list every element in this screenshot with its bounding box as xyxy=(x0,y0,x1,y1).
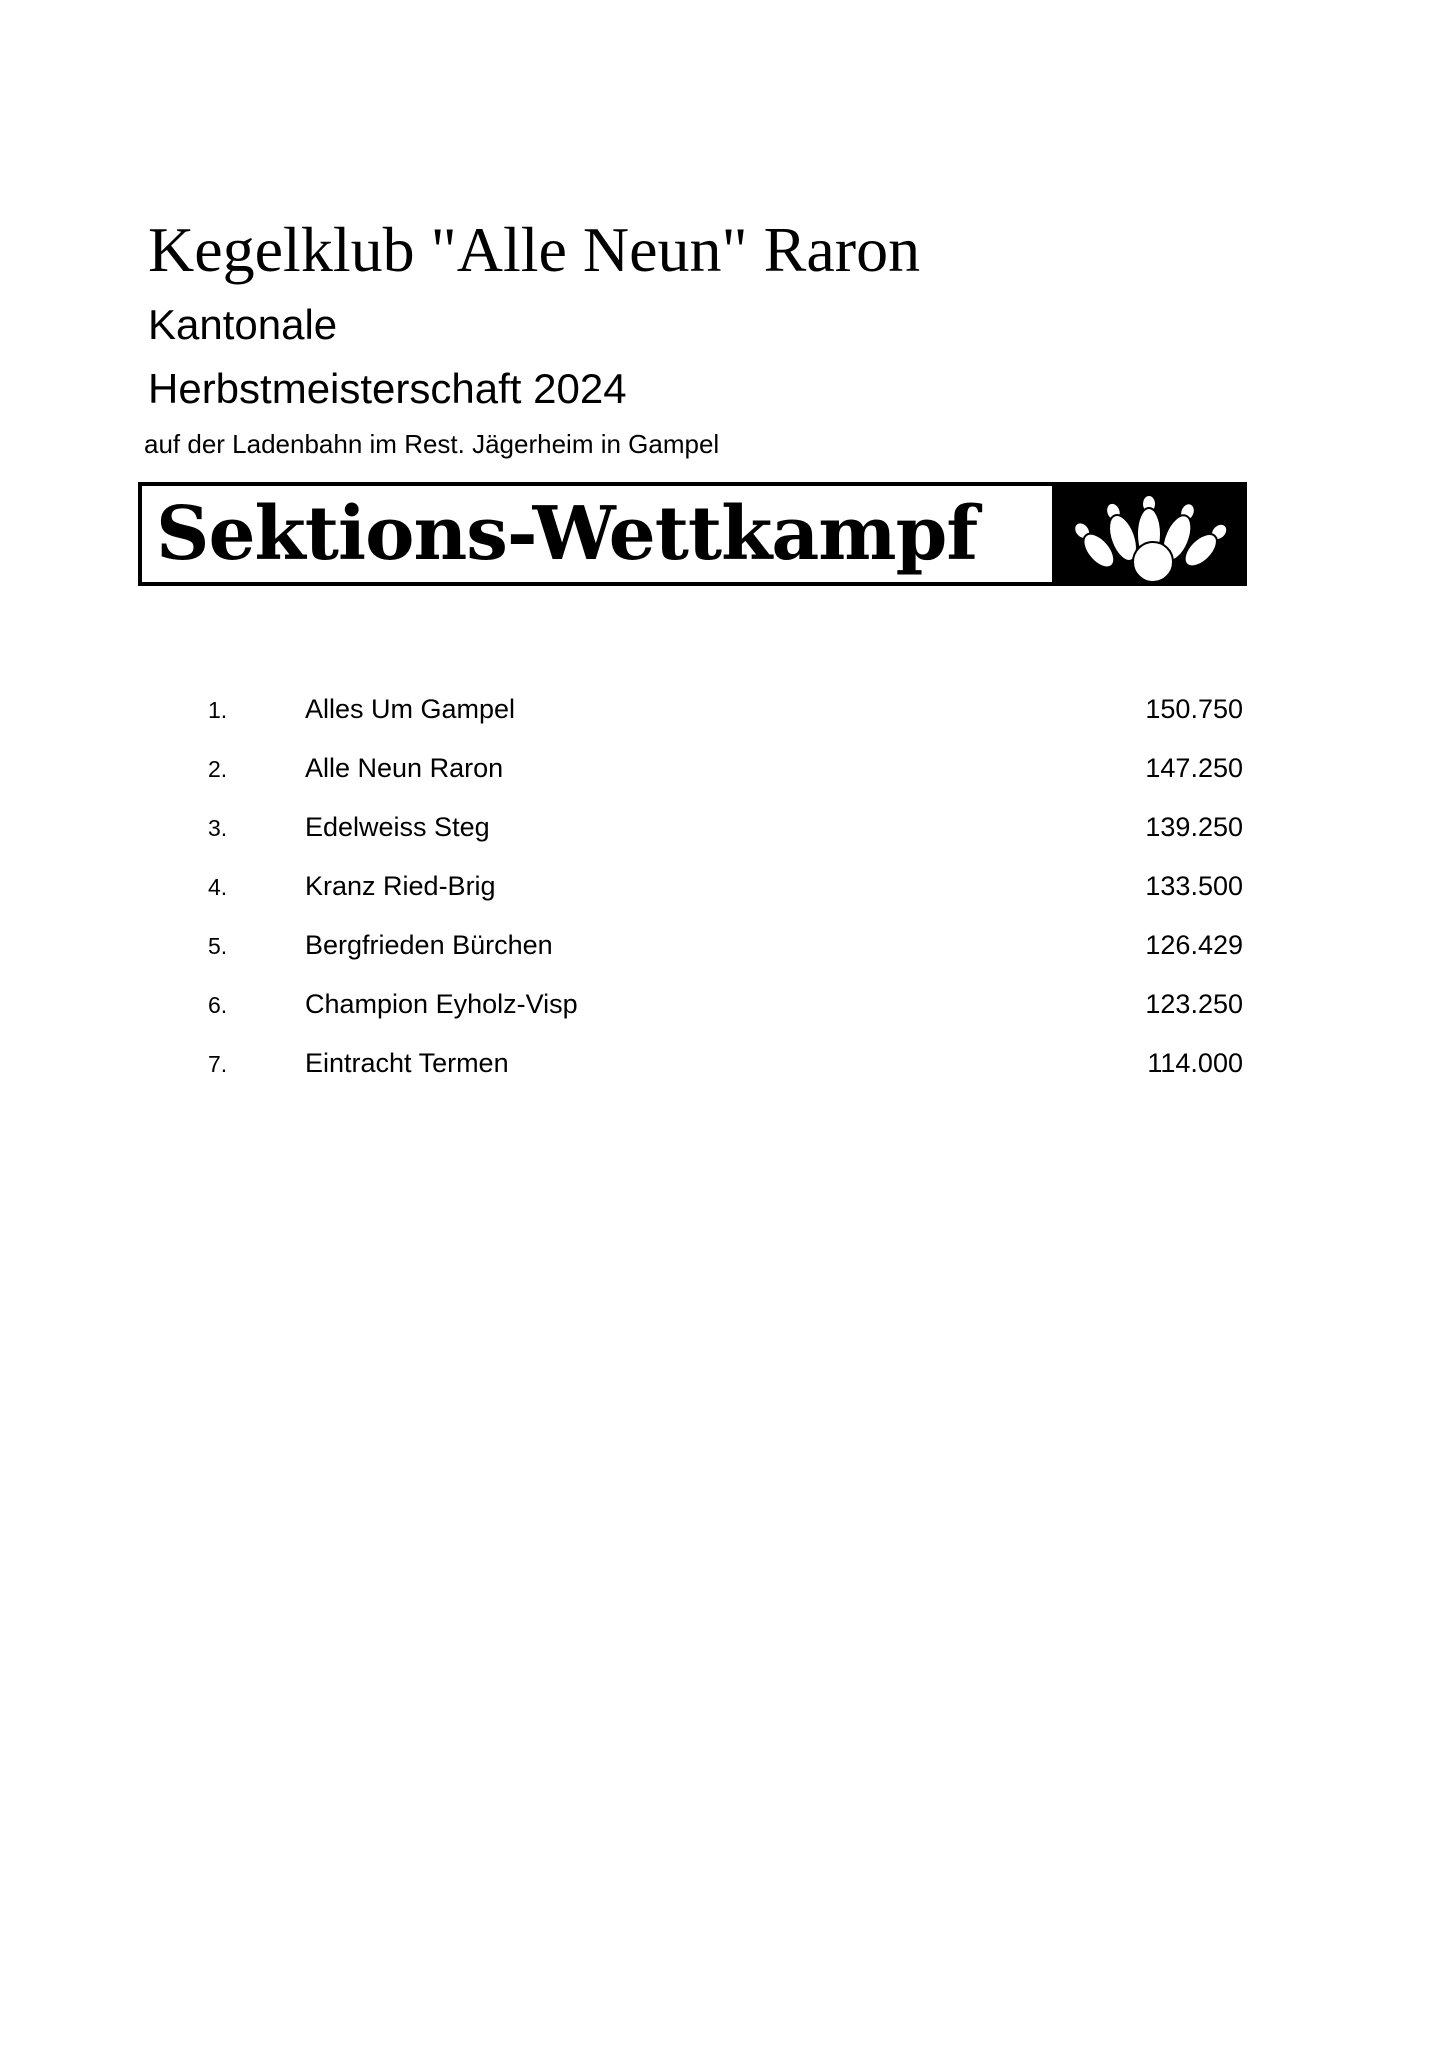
result-score: 133.500 xyxy=(1145,871,1243,901)
result-score: 114.000 xyxy=(1147,1048,1243,1078)
result-name: Eintracht Termen xyxy=(305,1048,509,1078)
result-name: Champion Eyholz-Visp xyxy=(305,989,578,1019)
result-name: Edelweiss Steg xyxy=(305,812,490,842)
result-score: 147.250 xyxy=(1145,753,1243,783)
result-name: Alle Neun Raron xyxy=(305,753,504,783)
event-title-line2: Herbstmeisterschaft 2024 xyxy=(148,365,627,412)
result-row xyxy=(208,930,1243,989)
result-row xyxy=(208,1048,1243,1107)
result-row xyxy=(208,694,1243,753)
result-row xyxy=(208,812,1243,871)
result-name: Bergfrieden Bürchen xyxy=(305,930,553,960)
result-score: 123.250 xyxy=(1145,989,1243,1019)
bowling-pins-icon xyxy=(1052,486,1243,582)
result-row xyxy=(208,989,1243,1048)
result-rank: 5. xyxy=(208,933,228,959)
result-rank: 3. xyxy=(208,815,228,841)
result-rank: 7. xyxy=(208,1051,228,1077)
venue-text: auf der Ladenbahn im Rest. Jägerheim in Gampel xyxy=(144,429,720,459)
section-banner xyxy=(138,482,1247,586)
result-score: 150.750 xyxy=(1145,694,1243,724)
result-row xyxy=(208,871,1243,930)
result-rank: 4. xyxy=(208,874,228,900)
result-score: 139.250 xyxy=(1145,812,1243,842)
results-list xyxy=(208,694,1243,1107)
result-rank: 1. xyxy=(208,697,228,723)
event-title-line1: Kantonale xyxy=(148,301,338,348)
result-row xyxy=(208,753,1243,812)
result-rank: 6. xyxy=(208,992,228,1018)
result-score: 126.429 xyxy=(1145,930,1243,960)
result-name: Alles Um Gampel xyxy=(305,694,516,724)
club-title: Kegelklub "Alle Neun" Raron xyxy=(148,214,921,285)
banner-title: Sektions-Wettkampf xyxy=(156,491,978,577)
result-name: Kranz Ried-Brig xyxy=(305,871,496,901)
result-rank: 2. xyxy=(208,756,228,782)
